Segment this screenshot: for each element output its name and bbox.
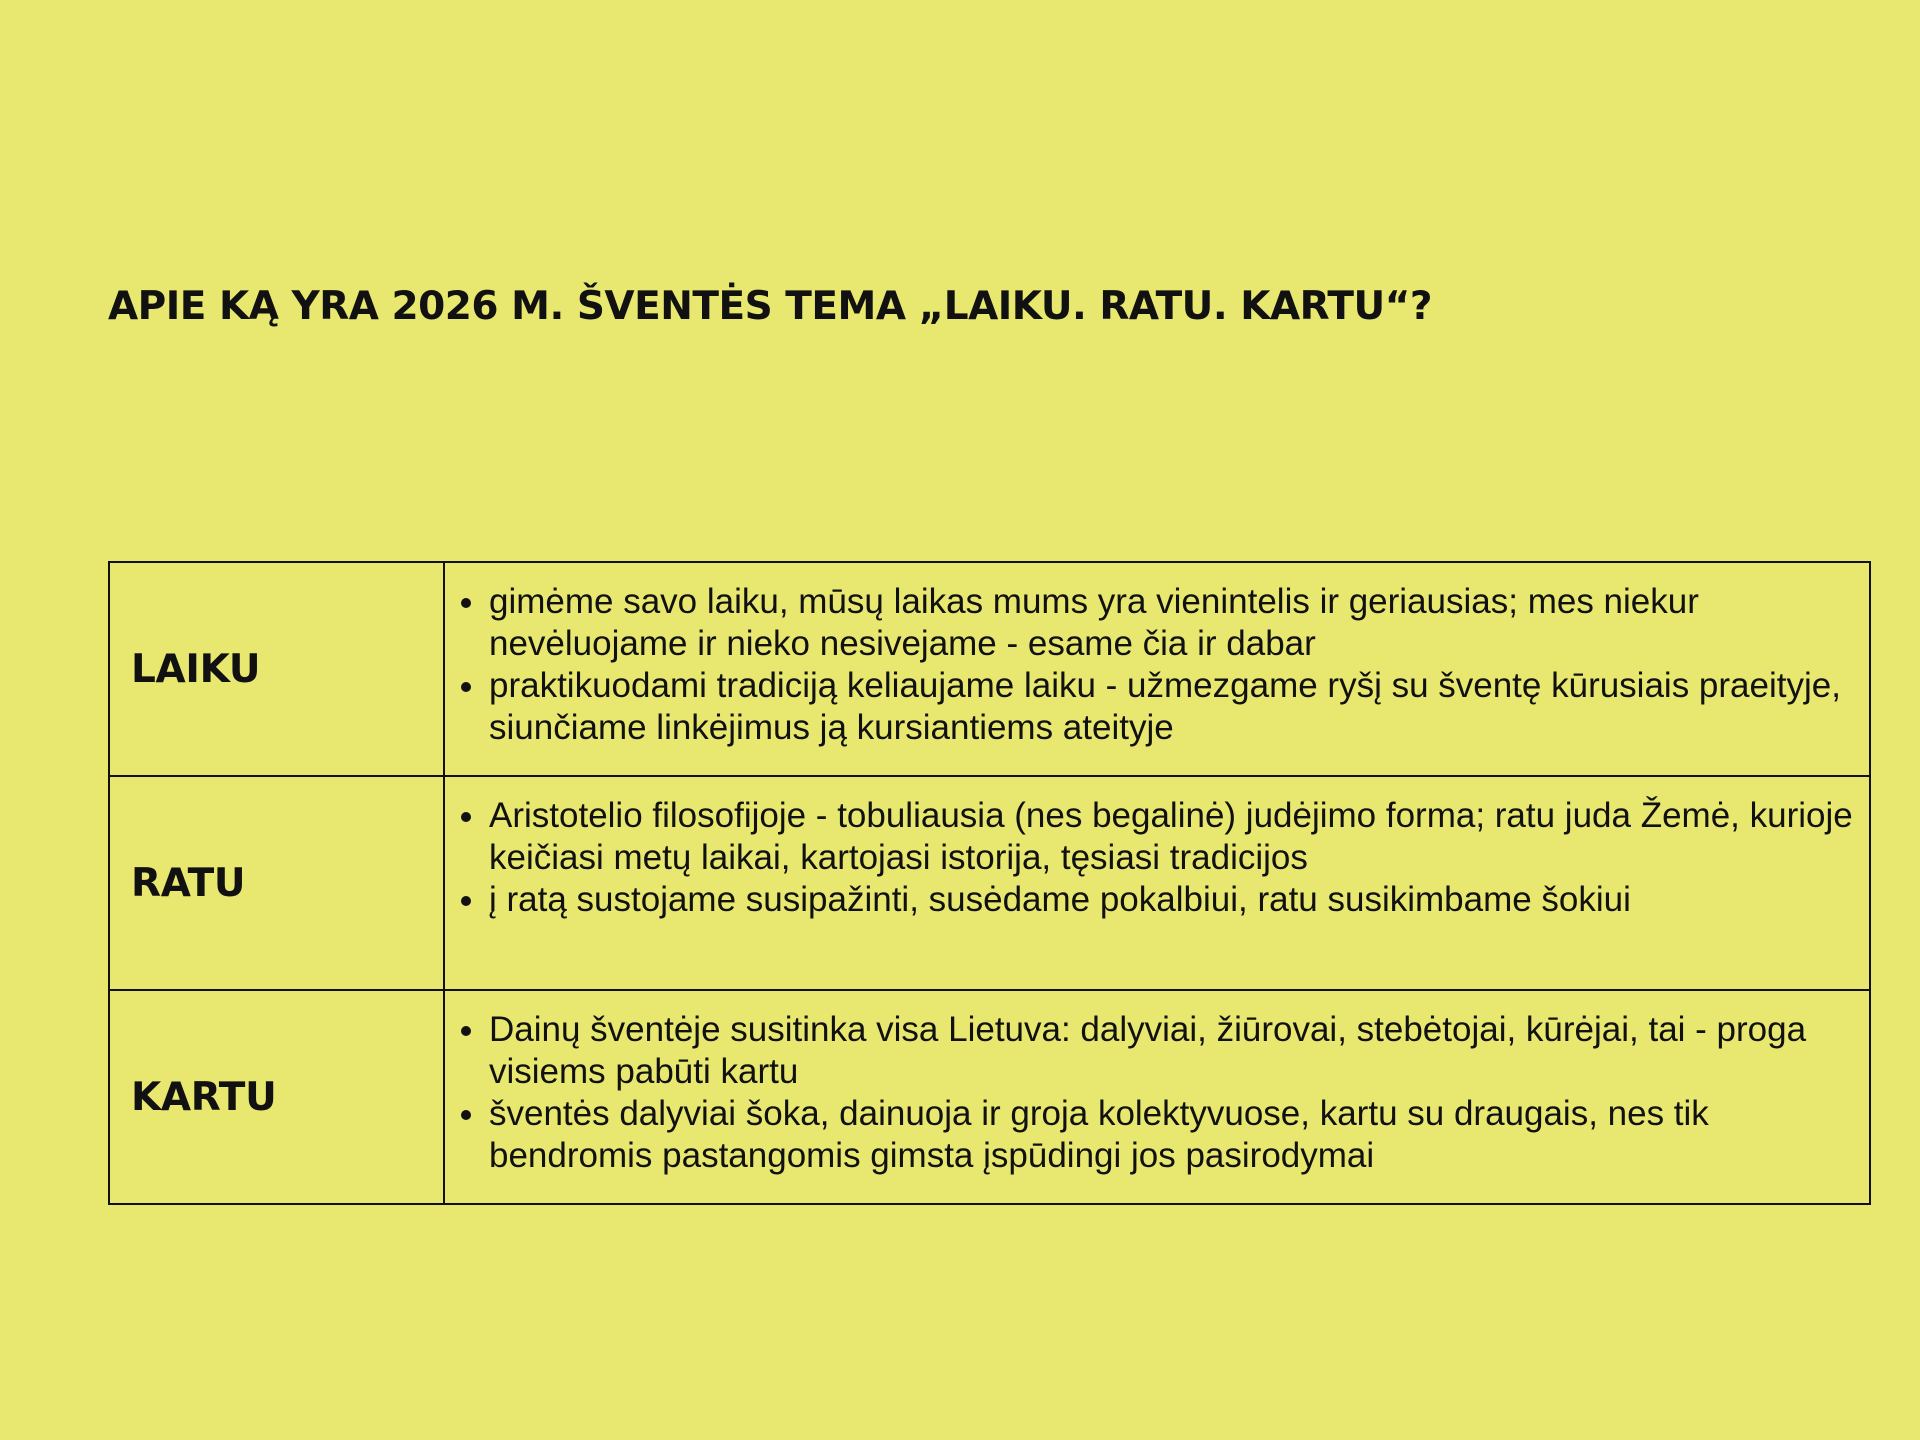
list-item: į ratą sustojame susipažinti, susėdame pokalbiui, ratu susikimbame šokiui [489, 879, 1859, 921]
table-row-kartu [109, 990, 1870, 1204]
list-item: Dainų šventėje susitinka visa Lietuva: dalyviai, žiūrovai, stebėtojai, kūrėjai, tai - proga visiems pabūti kartu [489, 1009, 1859, 1093]
bullet-list [445, 795, 1869, 921]
row-description-kartu [444, 990, 1870, 1204]
list-item: gimėme savo laiku, mūsų laikas mums yra vienintelis ir geriausias; mes niekur nevėluojame ir nieko nesivejame - esame čia ir dabar [489, 581, 1859, 665]
row-key-laiku: LAIKU [109, 562, 444, 776]
bullet-list [445, 1009, 1869, 1177]
list-item: šventės dalyviai šoka, dainuoja ir groja kolektyvuose, kartu su draugais, nes tik bendromis pastangomis gimsta įspūdingi jos pasirodymai [489, 1093, 1859, 1177]
row-description-ratu [444, 776, 1870, 990]
page-title: APIE KĄ YRA 2026 M. ŠVENTĖS TEMA „LAIKU. RATU. KARTU“? [108, 284, 1432, 329]
bullet-list [445, 581, 1869, 749]
list-item: Aristotelio filosofijoje - tobuliausia (nes begalinė) judėjimo forma; ratu juda Žemė, kurioje keičiasi metų laikai, kartojasi istorija, tęsiasi tradicijos [489, 795, 1859, 879]
table-row-ratu [109, 776, 1870, 990]
row-key-ratu: RATU [109, 776, 444, 990]
row-description-laiku [444, 562, 1870, 776]
theme-table [108, 561, 1871, 1205]
row-key-kartu: KARTU [109, 990, 444, 1204]
list-item: praktikuodami tradiciją keliaujame laiku - užmezgame ryšį su šventę kūrusiais praeityje, siunčiame linkėjimus ją kursiantiems ateityje [489, 665, 1859, 749]
table-row-laiku [109, 562, 1870, 776]
